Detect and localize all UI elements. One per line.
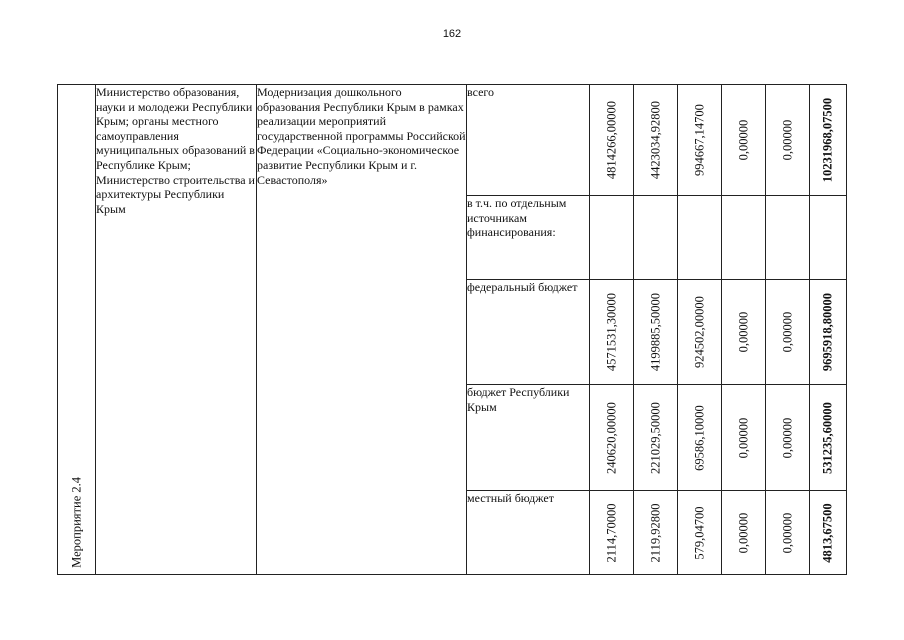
value-cell [766,280,810,385]
source-label: в т.ч. по отдельным источникам финансирования: [467,196,567,240]
value-text: 0,00000 [780,119,795,161]
value-cell [766,385,810,491]
value-cell [678,491,722,575]
value-cell [634,280,678,385]
total-text: 10231968,07500 [820,97,835,183]
value-cell [590,491,634,575]
value-text: 994667,14700 [692,104,707,176]
value-cell [722,491,766,575]
value-cell [634,196,678,280]
value-cell [590,385,634,491]
value-text: 579,04700 [692,505,707,560]
total-cell [810,491,847,575]
total-cell [810,385,847,491]
source-label-cell [467,491,590,575]
value-cell [590,85,634,196]
value-text: 240620,00000 [604,401,619,474]
total-cell [810,280,847,385]
value-cell [722,280,766,385]
source-label: всего [467,85,495,99]
value-text: 0,00000 [780,417,795,458]
value-cell [634,491,678,575]
page-number: 162 [442,28,462,40]
value-cell [590,280,634,385]
source-label-cell [467,385,590,491]
responsible-text: Министерство образования, науки и молодежи Республики Крым; органы местного самоуправления муниципальных образований в Республике Крым; Министерство строительства и архитектуры Республики Крым [96,85,255,216]
value-cell [634,85,678,196]
value-text: 2114,70000 [604,503,619,562]
description-text: Модернизация дошкольного образования Республики Крым в рамках реализации мероприятий государственной программы Российской Федерации «Социально-экономическое развитие Республики Крым и г. Севастополя» [257,85,466,187]
funding-table [57,84,847,575]
event-label: Мероприятие 2.4 [69,477,84,568]
value-text: 4571531,30000 [604,292,619,372]
value-cell [634,385,678,491]
total-text: 9695918,80000 [820,292,835,372]
value-text: 924502,00000 [692,296,707,368]
source-label: федеральный бюджет [467,280,578,294]
source-label-cell [467,196,590,280]
table-row [58,85,847,196]
value-text: 0,00000 [780,311,795,353]
value-cell [722,196,766,280]
description-cell [257,85,467,575]
value-cell [678,196,722,280]
responsible-cell [96,85,257,575]
value-cell [722,385,766,491]
value-text: 0,00000 [736,417,751,458]
value-cell [766,491,810,575]
total-cell [810,85,847,196]
value-text: 2119,92800 [648,503,663,562]
value-text: 0,00000 [736,512,751,553]
total-cell [810,196,847,280]
value-cell [678,85,722,196]
value-cell [766,196,810,280]
value-text: 4814266,00000 [604,100,619,180]
value-cell [678,280,722,385]
value-cell [590,196,634,280]
value-text: 4423034,92800 [648,100,663,180]
source-label: бюджет Республики Крым [467,385,570,414]
total-text: 531235,60000 [820,401,835,474]
source-label-cell [467,85,590,196]
value-cell [722,85,766,196]
value-text: 0,00000 [736,119,751,161]
value-text: 69586,10000 [692,404,707,471]
total-text: 4813,67500 [820,502,835,563]
value-cell [766,85,810,196]
value-text: 0,00000 [780,512,795,553]
value-text: 4199885,50000 [648,292,663,372]
value-cell [678,385,722,491]
value-text: 221029,50000 [648,401,663,474]
source-label-cell [467,280,590,385]
event-cell [58,85,96,575]
value-text: 0,00000 [736,311,751,353]
source-label: местный бюджет [467,491,554,505]
